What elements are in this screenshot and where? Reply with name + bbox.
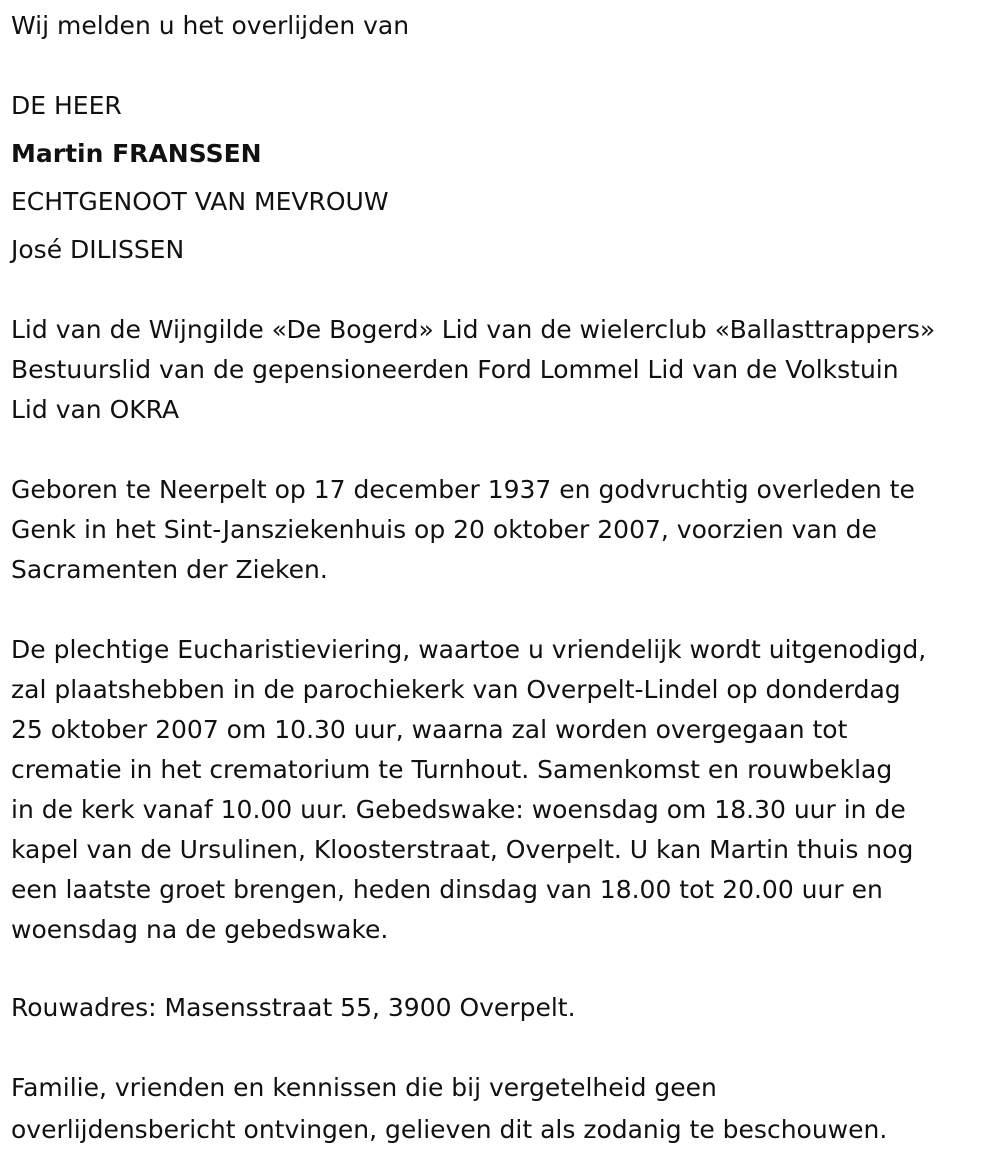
membership-line: Lid van de Wijngilde «De Bogerd» Lid van de wielerclub «Ballasttrappers» <box>11 315 936 344</box>
mourning-address: Rouwadres: Masensstraat 55, 3900 Overpelt. <box>11 993 576 1022</box>
birth-death-line: Geboren te Neerpelt op 17 december 1937 en godvruchtig overleden te <box>11 475 915 504</box>
membership-line: Bestuurslid van de gepensioneerden Ford Lommel Lid van de Volkstuin <box>11 355 899 384</box>
deceased-name: Martin FRANSSEN <box>11 139 262 168</box>
ceremony-line: 25 oktober 2007 om 10.30 uur, waarna zal worden overgegaan tot <box>11 715 848 744</box>
ceremony-line: woensdag na de gebedswake. <box>11 915 389 944</box>
ceremony-line: kapel van de Ursulinen, Kloosterstraat, Overpelt. U kan Martin thuis nog <box>11 835 914 864</box>
ceremony-line: in de kerk vanaf 10.00 uur. Gebedswake: woensdag om 18.30 uur in de <box>11 795 906 824</box>
ceremony-line: De plechtige Eucharistieviering, waartoe u vriendelijk wordt uitgenodigd, <box>11 635 927 664</box>
birth-death-line: Genk in het Sint-Jansziekenhuis op 20 oktober 2007, voorzien van de <box>11 515 877 544</box>
ceremony-line: crematie in het crematorium te Turnhout. Samenkomst en rouwbeklag <box>11 755 893 784</box>
ceremony-line: een laatste groet brengen, heden dinsdag van 18.00 tot 20.00 uur en <box>11 875 883 904</box>
intro-text: Wij melden u het overlijden van <box>11 11 410 40</box>
closing-line: Familie, vrienden en kennissen die bij vergetelheid geen <box>11 1073 717 1102</box>
birth-death-line: Sacramenten der Zieken. <box>11 555 328 584</box>
membership-line: Lid van OKRA <box>11 395 180 424</box>
ceremony-line: zal plaatshebben in de parochiekerk van Overpelt-Lindel op donderdag <box>11 675 901 704</box>
spouse-label: ECHTGENOOT VAN MEVROUW <box>11 187 389 216</box>
title-prefix: DE HEER <box>11 91 122 120</box>
closing-line: overlijdensbericht ontvingen, gelieven dit als zodanig te beschouwen. <box>11 1115 888 1144</box>
spouse-name: José DILISSEN <box>11 235 185 264</box>
